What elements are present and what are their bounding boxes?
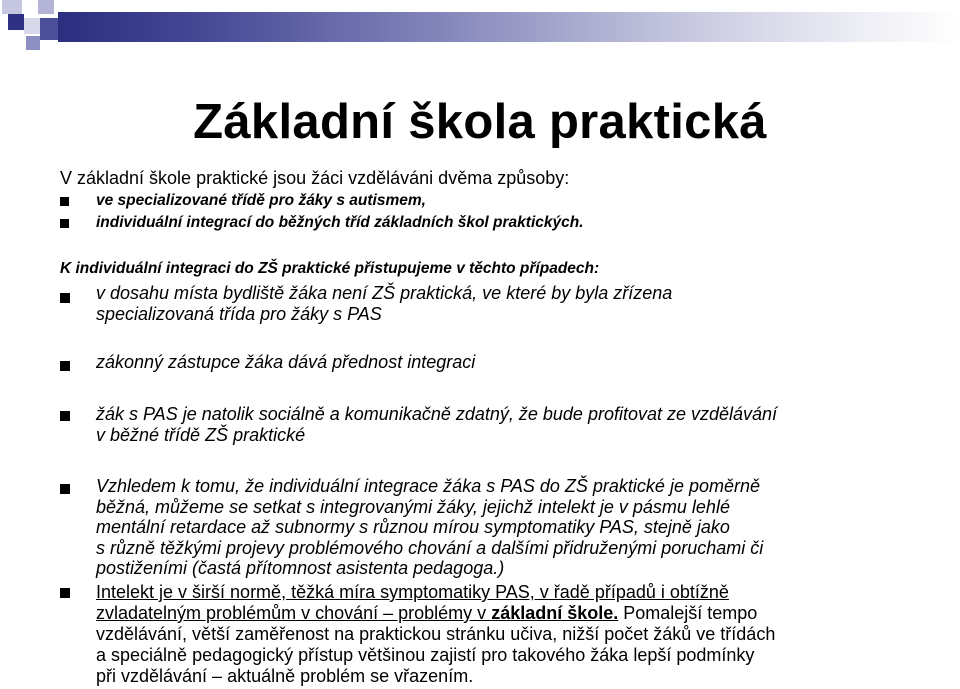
closing-line-underlined: zvladatelným problémům v chování – problémy v: [96, 603, 492, 623]
bullet-icon: [60, 197, 69, 206]
deco-square: [2, 0, 22, 14]
header-gradient-bar: [58, 12, 960, 42]
page-title: Základní škola praktická: [193, 95, 767, 149]
closing-line: Intelekt je v širší normě, těžká míra symptomatiky PAS, v řadě případů i obtížně: [96, 582, 729, 602]
case-item-line: Vzhledem k tomu, že individuální integrace žáka s PAS do ZŠ praktické je poměrně: [96, 476, 760, 496]
case-item-line: v běžné třídě ZŠ praktické: [96, 425, 306, 445]
bullet-icon: [60, 411, 70, 421]
case-item-line: v dosahu místa bydliště žáka není ZŠ praktická, ve které by byla zřízena: [96, 283, 673, 303]
closing-line-tail: Pomalejší tempo: [618, 603, 758, 623]
bullet-icon: [60, 293, 70, 303]
closing-line-bold: základní škole.: [491, 603, 619, 623]
deco-square: [38, 0, 54, 14]
bullet-icon: [60, 484, 70, 494]
intro-text: V základní škole praktické jsou žáci vzděláváni dvěma způsoby:: [60, 168, 570, 188]
case-item-line: běžná, můžeme se setkat s integrovanými žáky, jejichž intelekt je v pásmu lehlé: [96, 497, 730, 517]
case-item-line: s různě těžkými projevy problémového chování a dalšími přidruženými poruchami či: [96, 538, 764, 558]
case-item-line: žák s PAS je natolik sociálně a komunikačně zdatný, že bude profitovat ze vzdělávání: [96, 404, 778, 424]
deco-square: [8, 14, 24, 30]
case-item-line: postiženími (častá přítomnost asistenta pedagoga.): [96, 558, 505, 578]
closing-line: při vzdělávání – aktuálně problém se vřazením.: [96, 666, 474, 686]
case-item-line: specializovaná třída pro žáky s PAS: [96, 304, 382, 324]
deco-square: [40, 18, 58, 40]
deco-square: [24, 18, 40, 34]
cases-lead-text: K individuální integraci do ZŠ praktické přistupujeme v těchto případech:: [60, 260, 600, 277]
header-decoration: [0, 0, 960, 60]
closing-line: [96, 603, 757, 624]
bullet-icon: [60, 588, 70, 598]
closing-line: a speciálně pedagogický přístup většinou zajistí pro takového žáka lepší podmínky: [96, 645, 755, 665]
deco-square: [22, 0, 38, 14]
bullet-icon: [60, 361, 70, 371]
bullet-icon: [60, 219, 69, 228]
way-item: ve specializované třídě pro žáky s autismem,: [96, 192, 426, 209]
deco-square: [26, 36, 40, 50]
way-item: individuální integrací do běžných tříd základních škol praktických.: [96, 214, 584, 231]
closing-line: vzdělávání, větší zaměřenost na praktickou stránku učiva, nižší počet žáků ve třídách: [96, 624, 776, 644]
case-item-line: mentální retardace až subnormy s různou mírou symptomatiky PAS, stejně jako: [96, 517, 730, 537]
case-item-line: zákonný zástupce žáka dává přednost integraci: [96, 352, 476, 372]
